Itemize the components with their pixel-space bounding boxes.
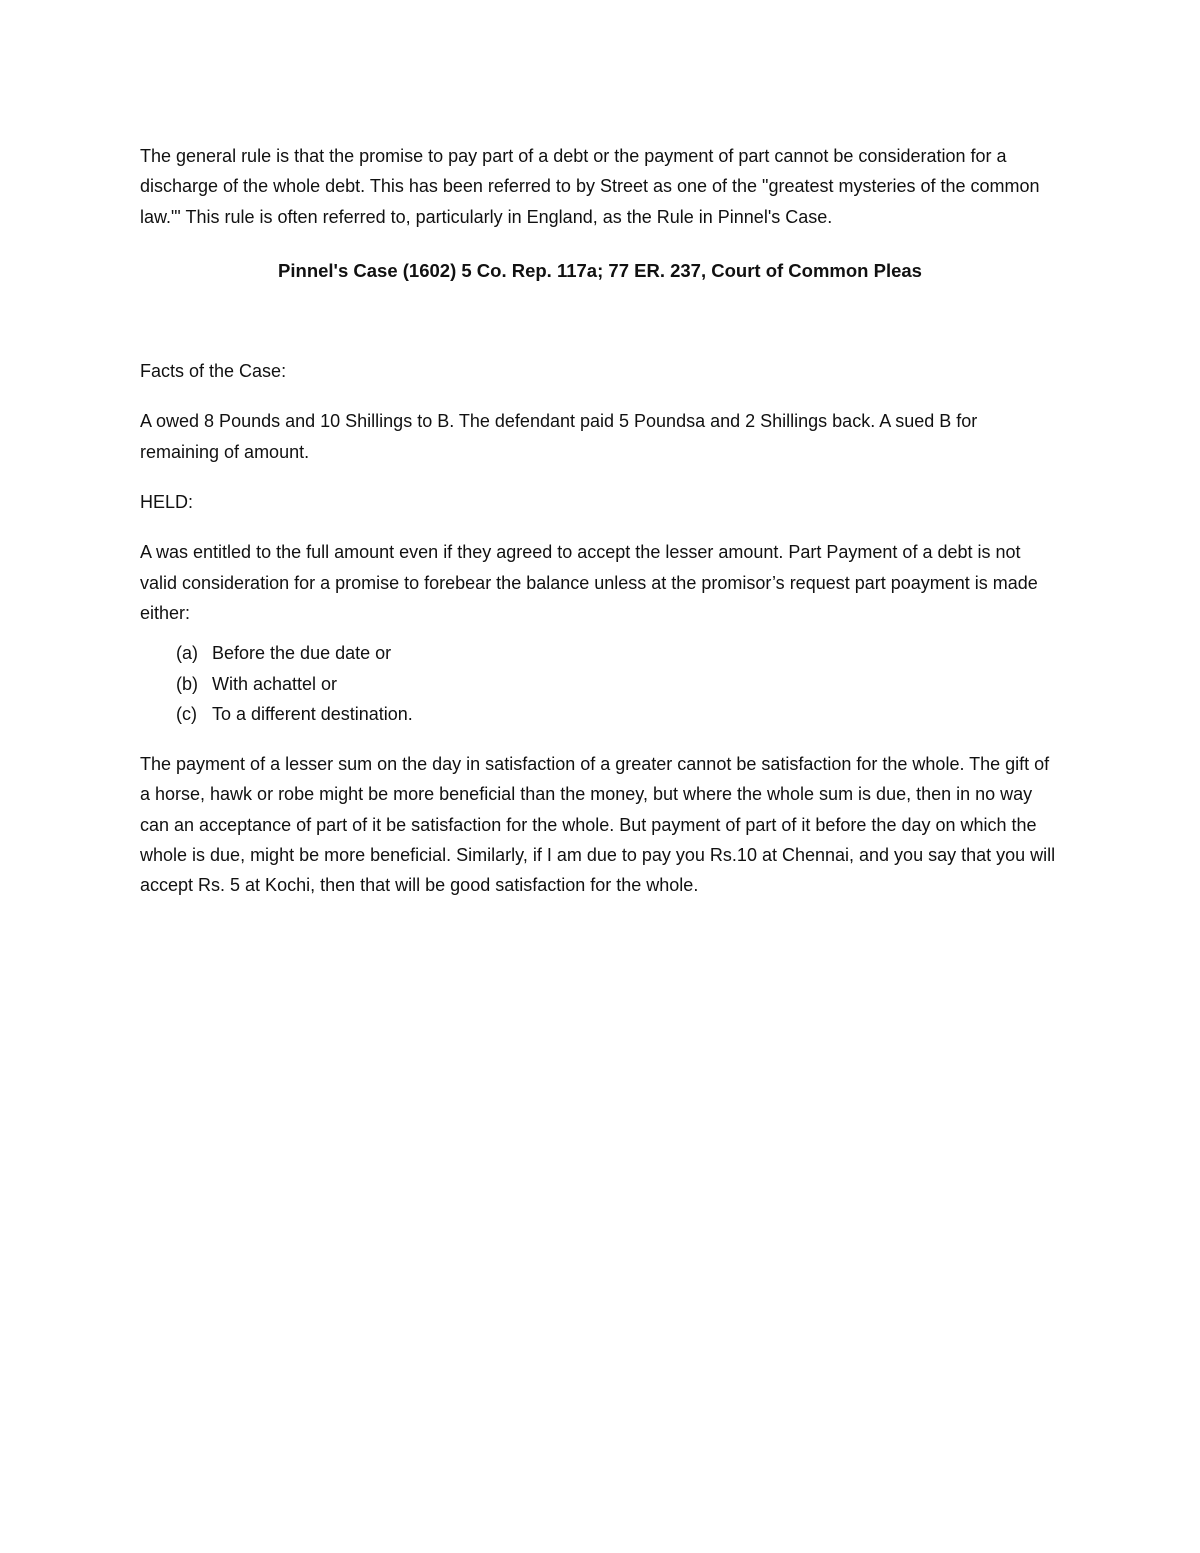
case-heading: Pinnel's Case (1602) 5 Co. Rep. 117a; 77 ER. 237, Court of Common Pleas <box>278 259 922 281</box>
closing-paragraph: The payment of a lesser sum on the day in satisfaction of a greater cannot be satisfaction for the whole. The gift of a horse, hawk or robe might be more beneficial than the money, but where the whole sum is due, then in no way can an acceptance of part of it be satisfaction for the whole. But payment of part of it before the day on which the whole is due, might be more beneficial. Similarly, if I am due to pay you Rs.10 at Chennai, and you say that you will accept Rs. 5 at Kochi, then that will be good satisfaction for the whole. <box>140 754 1056 896</box>
list-marker: (c) <box>176 703 197 724</box>
list-item-text: Before the due date or <box>212 643 392 664</box>
document-body <box>140 141 1060 901</box>
list-item <box>176 669 1060 699</box>
list-item <box>176 638 1060 668</box>
list-item-text: With achattel or <box>212 673 338 694</box>
facts-paragraph: A owed 8 Pounds and 10 Shillings to B. The defendant paid 5 Poundsa and 2 Shillings back. A sued B for remaining of amount. <box>140 411 978 462</box>
held-paragraph: A was entitled to the full amount even if they agreed to accept the lesser amount. Part Payment of a debt is not valid consideration for a promise to forebear the balance unless at the promisor’s request part poayment is made either: <box>140 542 1038 623</box>
list-marker: (b) <box>176 673 198 694</box>
facts-label: Facts of the Case: <box>140 361 287 382</box>
conditions-list <box>140 638 1060 729</box>
intro-paragraph: The general rule is that the promise to pay part of a debt or the payment of part cannot be consideration for a discharge of the whole debt. This has been referred to by Street as one of the "greatest mysteries of the common law."' This rule is often referred to, particularly in England, as the Rule in Pinnel's Case. <box>140 146 1040 227</box>
list-item <box>176 699 1060 729</box>
list-marker: (a) <box>176 643 198 664</box>
list-item-text: To a different destination. <box>212 703 413 724</box>
held-label: HELD: <box>140 492 194 513</box>
